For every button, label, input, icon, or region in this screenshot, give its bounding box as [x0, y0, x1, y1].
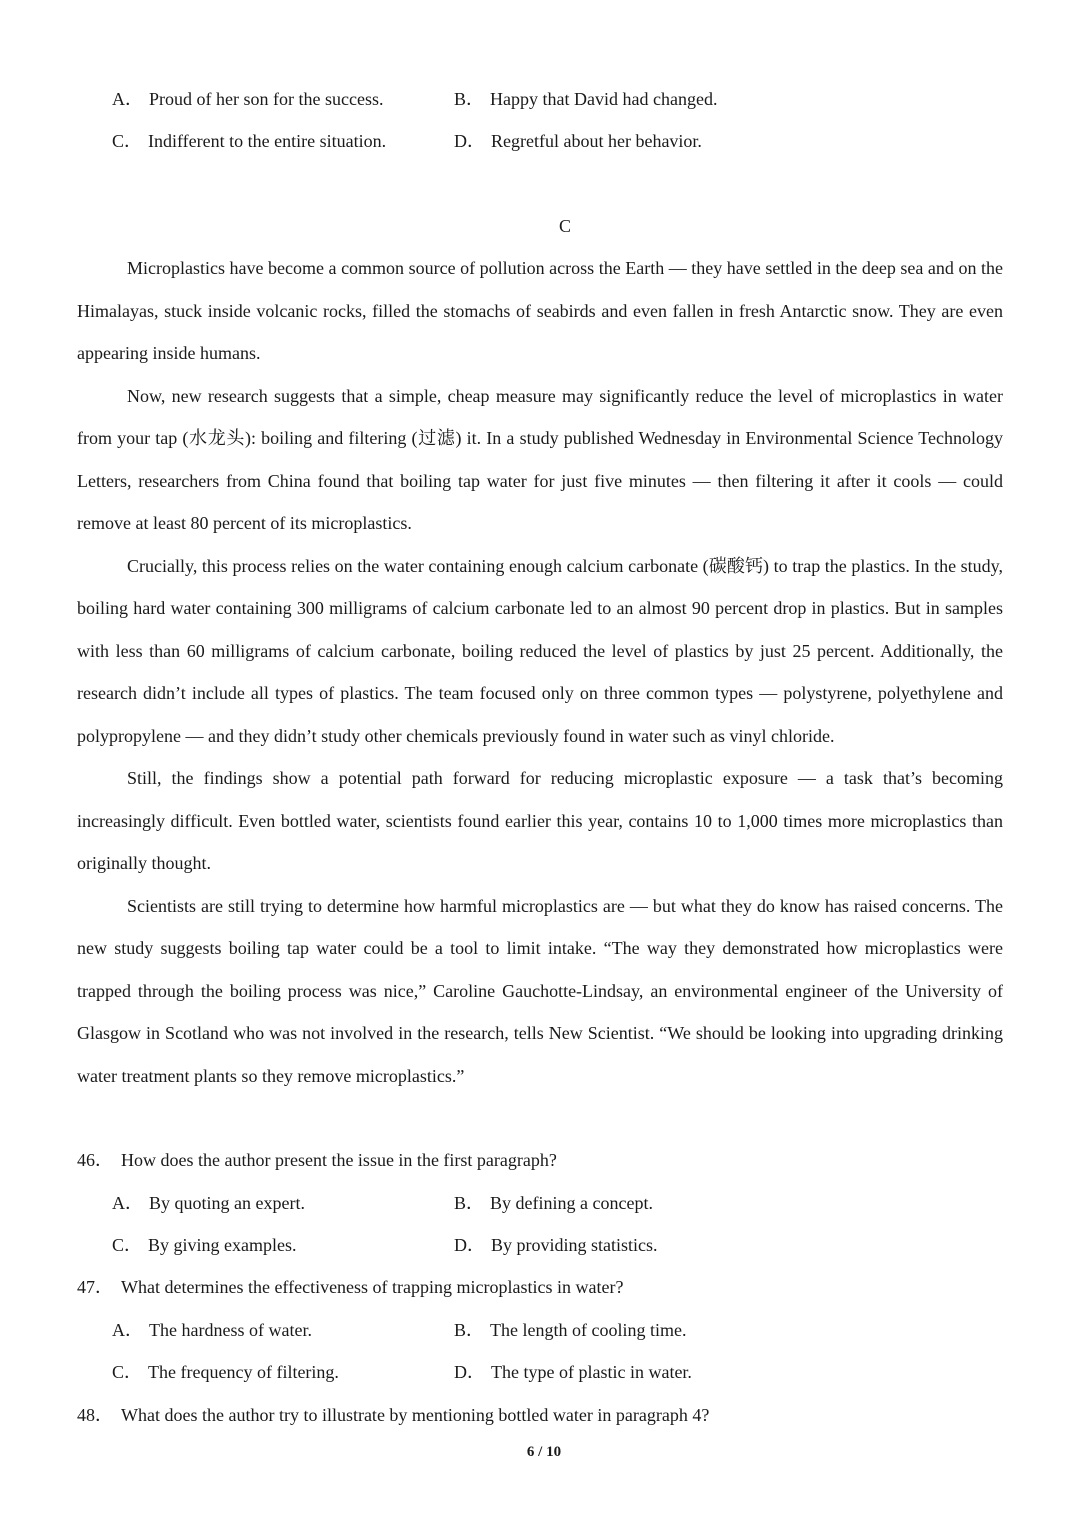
- q46-options-row-2: [112, 1230, 1012, 1260]
- q46-option-a: A． By quoting an expert.: [112, 1193, 305, 1213]
- q47-option-a: A． The hardness of water.: [112, 1320, 312, 1340]
- q46-option-c: C． By giving examples.: [112, 1235, 297, 1255]
- prev-option-b: B． Happy that David had changed.: [454, 89, 718, 109]
- question-47: 47． What determines the effectiveness of trapping microplastics in water?: [77, 1277, 624, 1297]
- section-label: C: [558, 216, 571, 236]
- paragraph-3: Crucially, this process relies on the water containing enough calcium carbonate (碳酸钙) to trap the plastics. In the study, boiling hard water containing 300 milligrams of calcium carbonate led to an almost 90 percent drop in plastics. But in samples with less than 60 milligrams of calcium carbonate, boiling reduced the level of plastics by just 25 percent. Additionally, the research didn’t include all types of plastics. The team focused only on three common types — polystyrene, polyethylene and polypropylene — and they didn’t study other chemicals previously found in water such as vinyl chloride.: [77, 555, 1003, 746]
- paragraph-4: Still, the findings show a potential path forward for reducing microplastic exposure — a task that’s becoming increasingly difficult. Even bottled water, scientists found earlier this year, contains 10 to 1,000 times more microplastics than originally thought.: [77, 768, 1003, 873]
- question-48: 48． What does the author try to illustrate by mentioning bottled water in paragraph 4?: [77, 1405, 710, 1425]
- page-number: 6 / 10: [526, 1444, 562, 1460]
- prev-option-a: A． Proud of her son for the success.: [112, 89, 384, 109]
- reading-passage: [77, 247, 1003, 1097]
- paragraph-2: Now, new research suggests that a simple, cheap measure may significantly reduce the level of microplastics in water from your tap (水龙头): boiling and filtering (过滤) it. In a study published Wednesday in Environmental Science Technology Letters, researchers from China found that boiling tap water for just five minutes — then filtering it after it cools — could remove at least 80 percent of its microplastics.: [77, 385, 1003, 533]
- q47-option-d: D． The type of plastic in water.: [454, 1362, 692, 1382]
- q46-option-b: B． By defining a concept.: [454, 1193, 653, 1213]
- paragraph-1: Microplastics have become a common source of pollution across the Earth — they have settled in the deep sea and on the Himalayas, stuck inside volcanic rocks, filled the stomachs of seabirds and even fallen in fresh Antarctic snow. They are even appearing inside humans.: [77, 258, 1003, 363]
- prev-option-d: D． Regretful about her behavior.: [454, 131, 702, 151]
- q47-option-c: C． The frequency of filtering.: [112, 1362, 339, 1382]
- q47-option-b: B． The length of cooling time.: [454, 1320, 687, 1340]
- q47-options-row-2: [112, 1357, 1012, 1387]
- prev-options-row-1: [112, 84, 1012, 114]
- q46-options-row-1: [112, 1188, 1012, 1218]
- q47-options-row-1: [112, 1315, 1012, 1345]
- prev-options-row-2: [112, 126, 1012, 156]
- question-46: 46． How does the author present the issue in the first paragraph?: [77, 1150, 557, 1170]
- prev-option-c: C． Indifferent to the entire situation.: [112, 131, 387, 151]
- paragraph-5: Scientists are still trying to determine how harmful microplastics are — but what they do know has raised concerns. The new study suggests boiling tap water could be a tool to limit intake. “The way they demonstrated how microplastics were trapped through the boiling process was nice,” Caroline Gauchotte-Lindsay, an environmental engineer of the University of Glasgow in Scotland who was not involved in the research, tells New Scientist. “We should be looking into upgrading drinking water treatment plants so they remove microplastics.”: [77, 895, 1003, 1086]
- q46-option-d: D． By providing statistics.: [454, 1235, 658, 1255]
